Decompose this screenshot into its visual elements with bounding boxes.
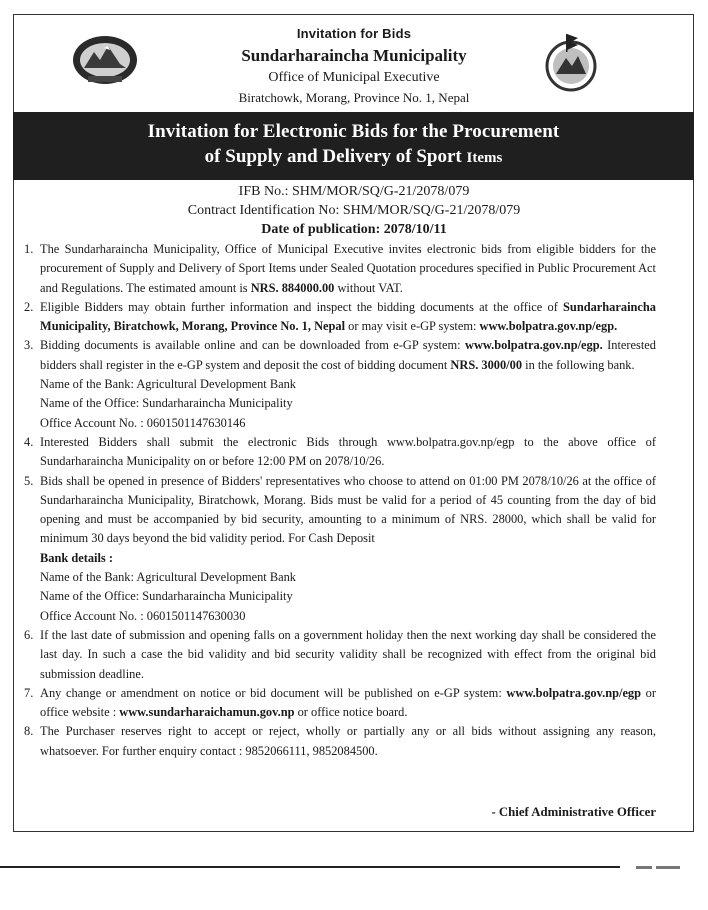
item-number: 1. — [24, 242, 34, 256]
website-link[interactable]: www.sundarharaichamun.gov.np — [119, 705, 295, 720]
item-number: 3. — [24, 338, 34, 353]
bank-name: Name of the Bank: Agricultural Development Bank — [40, 377, 297, 392]
bank-account: Office Account No. : 0601501147630146 — [40, 415, 246, 430]
item-number: 2. — [24, 299, 34, 314]
bank-office: Name of the Office: Sundarharaincha Municipality — [40, 589, 293, 604]
contract-id: Contract Identification No: SHM/MOR/SQ/G-21/2078/079 — [187, 203, 521, 218]
bank-details-heading-text: Bank details : — [40, 550, 113, 565]
notice-body — [24, 240, 656, 761]
list-item — [24, 433, 656, 472]
item-number: 5. — [24, 473, 34, 488]
bottom-rule — [0, 866, 620, 868]
item-text: or office notice board. — [294, 705, 408, 720]
title-banner — [13, 112, 694, 180]
list-item — [24, 298, 656, 337]
item-text: If the last date of submission and opening falls on a government holiday then the next working day shall be considered the last day. In such a case the bid validity and bid security validity shall be recognized with effect from the original bid submission deadline. — [40, 627, 656, 681]
address: Biratchowk, Morang, Province No. 1, Nepal — [238, 90, 470, 105]
bank-account: Office Account No. : 0601501147630030 — [40, 608, 246, 623]
estimated-amount: NRS. 884000.00 — [250, 280, 335, 295]
item-text: The Sundarharaincha Municipality, Office of Municipal Executive invites electronic bids from eligible bidders for the procurement of Supply and Delivery of Sport Items under Sealed Quotation procedures specified in Public Procurement Act and Regulations. The estimated amount is — [40, 242, 656, 295]
item-text: without VAT. — [334, 280, 403, 295]
list-item — [24, 684, 656, 723]
list-item — [24, 336, 656, 375]
office-name: Office of Municipal Executive — [268, 70, 440, 85]
dash-mark — [656, 866, 680, 869]
item-number: 4. — [24, 434, 34, 449]
list-item — [24, 626, 656, 684]
ifb-number: IFB No.: SHM/MOR/SQ/G-21/2078/079 — [238, 184, 470, 199]
item-text: Bidding documents is available online and can be downloaded from e-GP system: — [40, 338, 466, 353]
banner-line-1: Invitation for Electronic Bids for the Procurement — [147, 121, 560, 142]
item-text: Bids shall be opened in presence of Bidders' representatives who choose to attend on 01:00 PM 2078/10/26 at the office of Sundarharaincha Municipality, Biratchowk, Morang. Bids must be valid for a period of 45 counting from the day of bid opening and must be accompanied by bid security, amounting to a minimum of NRS. 28000, which shall be valid for minimum 30 days beyond the bid validity period. For Cash Deposit — [40, 473, 656, 546]
kicker-title: Invitation for Bids — [296, 26, 412, 41]
signoff: - Chief Administrative Officer — [491, 805, 656, 819]
bank-name: Name of the Bank: Agricultural Development Bank — [40, 570, 297, 585]
banner-line-2 — [13, 144, 694, 171]
banner-line-2-main: of Supply and Delivery of Sport — [204, 146, 462, 167]
bank-details-heading — [24, 549, 656, 568]
item-text: Interested bidders shall register in the e-GP system and deposit the cost of bidding document — [40, 338, 656, 372]
egp-link[interactable]: www.bolpatra.gov.np/egp — [506, 685, 642, 700]
office-address: Sundarharaincha Municipality, Biratchowk, Morang, Province No. 1, Nepal — [40, 299, 656, 334]
municipality-logo-icon — [538, 30, 604, 94]
item-text: Interested Bidders shall submit the electronic Bids through www.bolpatra.gov.np/egp to the above office of Sundarharaincha Municipality on or before 12:00 PM on 2078/10/26. — [40, 434, 656, 469]
list-item — [24, 722, 656, 761]
item-text: or may visit e-GP system: — [345, 319, 480, 334]
item-text: Eligible Bidders may obtain further information and inspect the bidding documents at the office of — [40, 299, 564, 314]
item-number: 8. — [24, 724, 34, 739]
document-cost: NRS. 3000/00 — [450, 357, 523, 372]
organization-name: Sundarharaincha Municipality — [241, 46, 467, 65]
item-number: 6. — [24, 627, 34, 642]
bank-office: Name of the Office: Sundarharaincha Municipality — [40, 396, 293, 411]
item-text: The Purchaser reserves right to accept or reject, wholly or partially any or all bids without assigning any reason, whatsoever. For further enquiry contact : 9852066111, 9852084500. — [40, 724, 656, 758]
item-text: or office website : — [40, 685, 657, 720]
item-text: in the following bank. — [522, 357, 635, 372]
list-item — [24, 240, 656, 298]
dash-mark — [636, 866, 652, 869]
item-number: 7. — [24, 685, 34, 700]
item-text: Any change or amendment on notice or bid document will be published on e-GP system: — [40, 685, 507, 700]
list-item — [24, 472, 656, 549]
egp-link[interactable]: www.bolpatra.gov.np/egp. — [465, 338, 603, 353]
egp-link[interactable]: www.bolpatra.gov.np/egp. — [479, 319, 618, 334]
banner-line-2-tail: Items — [466, 150, 503, 166]
publication-date: Date of publication: 2078/10/11 — [261, 222, 447, 237]
